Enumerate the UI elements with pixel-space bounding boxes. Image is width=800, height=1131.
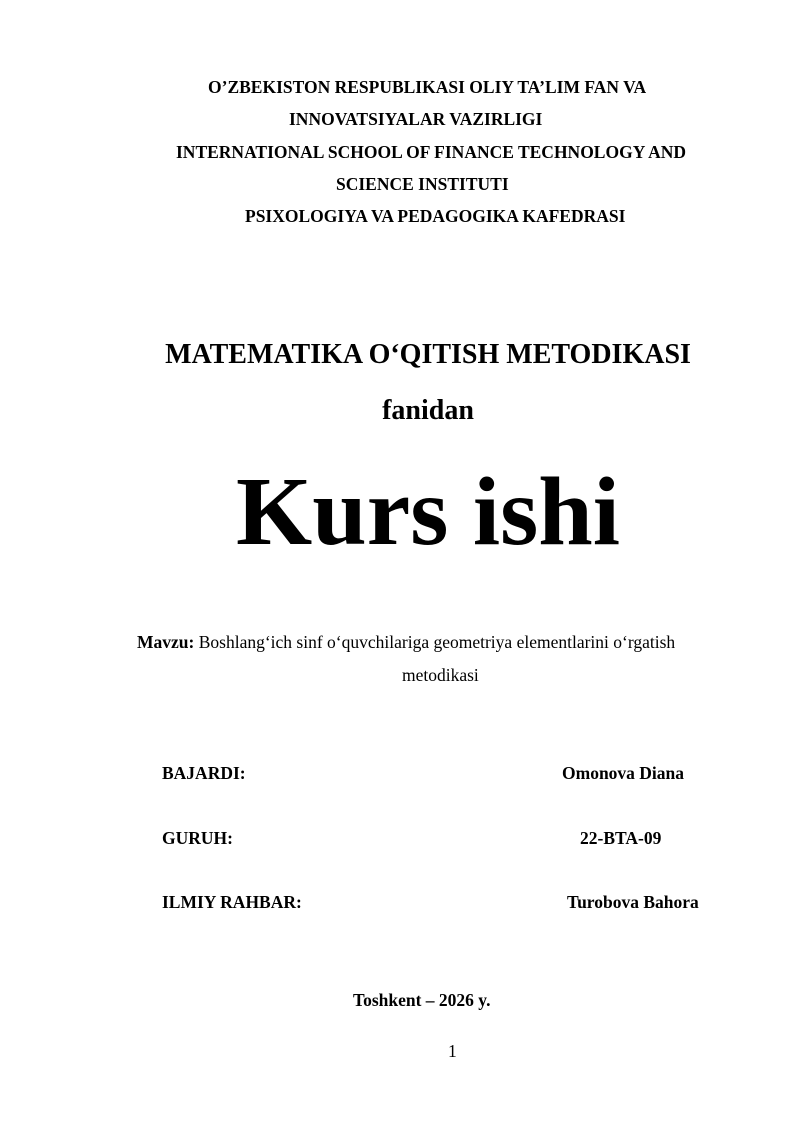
- supervisor-value: Turobova Bahora: [567, 892, 699, 912]
- topic-text-line-1: Boshlang‘ich sinf o‘quvchilariga geometriya elementlarini o‘rgatish: [198, 632, 676, 652]
- subject-suffix: fanidan: [382, 395, 474, 426]
- supervisor-label: ILMIY RAHBAR:: [162, 892, 302, 912]
- topic-line-1: [137, 632, 675, 652]
- topic-label: Mavzu:: [137, 632, 195, 652]
- performer-value: Omonova Diana: [562, 763, 685, 783]
- institute-name-line-1: INTERNATIONAL SCHOOL OF FINANCE TECHNOLOGY AND: [176, 142, 687, 162]
- ministry-name-line-2: INNOVATSIYALAR VAZIRLIGI: [289, 109, 543, 129]
- ministry-name-line-1: O’ZBEKISTON RESPUBLIKASI OLIY TA’LIM FAN VA: [208, 77, 647, 97]
- group-label: GURUH:: [162, 828, 233, 848]
- topic-text-line-2: metodikasi: [402, 665, 479, 685]
- performer-label: BAJARDI:: [162, 763, 246, 783]
- institute-name-line-2: SCIENCE INSTITUTI: [336, 174, 509, 194]
- city-year: Toshkent – 2026 y.: [353, 990, 491, 1010]
- subject-title: MATEMATIKA O‘QITISH METODIKASI: [165, 339, 691, 370]
- department-name: PSIXOLOGIYA VA PEDAGOGIKA KAFEDRASI: [245, 206, 626, 226]
- document-type-title: Kurs ishi: [236, 458, 620, 566]
- group-value: 22-BTA-09: [580, 828, 662, 848]
- page-number: 1: [448, 1041, 457, 1061]
